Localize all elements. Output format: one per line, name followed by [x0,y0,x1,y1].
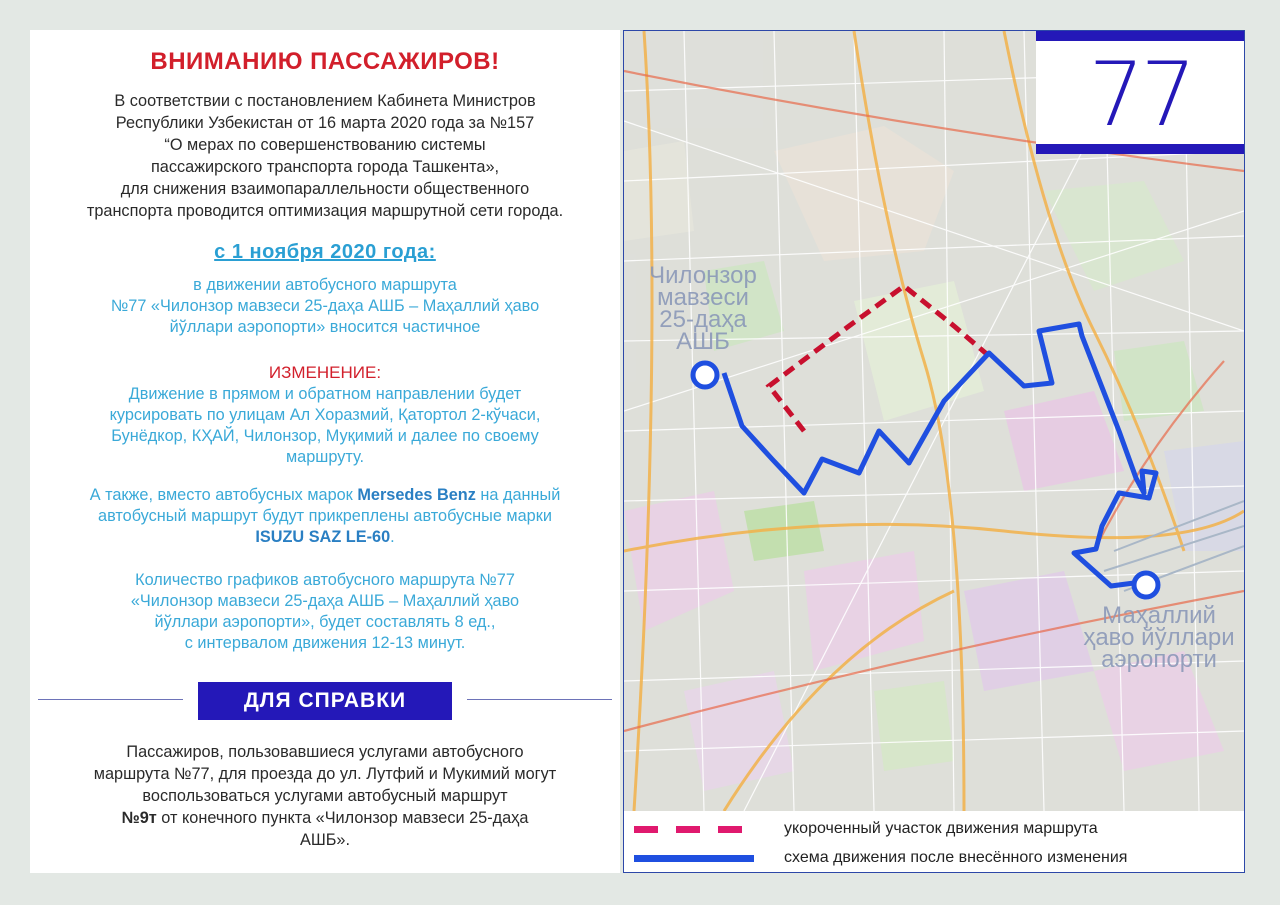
divider [38,699,183,700]
end-stop-label [1074,602,1244,673]
intro-line: В соответствии с постановлением Кабинета Министров [114,92,536,110]
change-line: маршруту. [285,448,365,466]
intro-line: пассажирского транспорта города Ташкента», [150,158,500,176]
reference-heading: ДЛЯ СПРАВКИ [198,682,452,720]
start-stop-line: мавзеси [657,284,749,311]
change-title: ИЗМЕНЕНИЕ: [268,363,382,382]
footer-line: АШБ». [299,831,351,849]
brand-text [30,485,620,548]
end-stop-marker [1134,573,1158,597]
divider [467,699,612,700]
footer-line: воспользоваться услугами автобусный маршрут [142,787,508,805]
schedule-line: с интервалом движения 12-13 минут. [184,634,466,652]
solid-line-swatch [634,855,754,862]
schedule-line: йўллари аэропорти», будет составлять 8 ед., [154,613,496,631]
footer-line: Пассажиров, пользовавшиеся услугами автобусного [126,743,524,761]
start-stop-line: АШБ [676,328,730,355]
city-map [624,31,1244,811]
footer-text-part: от конечного пункта «Чилонзор мавзеси 25-даҳа [156,809,529,827]
route-intro-line: №77 «Чилонзор мавзеси 25-даҳа АШБ – Маҳаллий ҳаво [110,297,540,315]
legend-label-new-route: схема движения после внесённого изменения [784,849,1128,866]
effective-date: с 1 ноября 2020 года: [214,241,436,263]
route-number-box [1036,31,1244,154]
intro-line: “О мерах по совершенствованию системы [164,136,486,154]
map-panel [623,30,1245,873]
brand-text-part: . [390,528,395,546]
map-legend [624,811,1244,873]
route-intro-line: йўллари аэропорти» вносится частичное [169,318,481,336]
start-stop-label [628,262,778,355]
end-stop-line: ҳаво йўллари [1083,624,1235,651]
change-text [30,384,620,468]
start-stop-marker [693,363,717,387]
brand-line [30,527,620,548]
intro-line: Республики Узбекистан от 16 марта 2020 года за №157 [115,114,535,132]
alt-route: №9т [121,809,157,827]
route-number: 77 [1088,43,1193,146]
route-intro-line: в движении автобусного маршрута [193,276,457,294]
change-line: Бунёдкор, КҲАЙ, Чилонзор, Муқимий и далее по своему [111,427,539,445]
footer-line: маршрута №77, для проезда до ул. Лутфий и Мукимий могут [93,765,557,783]
intro-line: для снижения взаимопараллельности общественного [120,180,530,198]
intro-line: транспорта проводится оптимизация маршрутной сети города. [86,202,564,220]
change-line: курсировать по улицам Ал Хоразмий, Қатортол 2-кўчаси, [109,406,541,424]
brand-line [30,485,620,506]
change-line: Движение в прямом и обратном направлении будет [128,385,522,403]
notice-panel [30,30,620,873]
schedule-line: Количество графиков автобусного маршрута №77 [135,571,515,589]
footer-text [30,741,620,851]
footer-line [30,807,620,829]
old-brand: Mersedes Benz [357,486,476,504]
new-brand: ISUZU SAZ LE-60 [255,528,391,546]
schedule-text [30,570,620,654]
start-stop-line: Чилонзор [649,262,757,289]
notice-intro [30,90,620,222]
dashed-line-swatch [634,826,754,833]
end-stop-line: аэропорти [1101,646,1217,673]
route-intro [30,275,620,338]
brand-text-part: на данный [475,486,561,504]
brand-line: автобусный маршрут будут прикреплены автобусные марки [98,507,552,525]
brand-text-part: А также, вместо автобусных марок [89,486,358,504]
legend-label-shortened: укороченный участок движения маршрута [784,820,1098,837]
notice-title: ВНИМАНИЮ ПАССАЖИРОВ! [150,48,500,75]
end-stop-line: Маҳаллий [1102,602,1216,629]
start-stop-line: 25-даҳа [659,306,747,333]
schedule-line: «Чилонзор мавзеси 25-даҳа АШБ – Маҳаллий ҳаво [130,592,520,610]
